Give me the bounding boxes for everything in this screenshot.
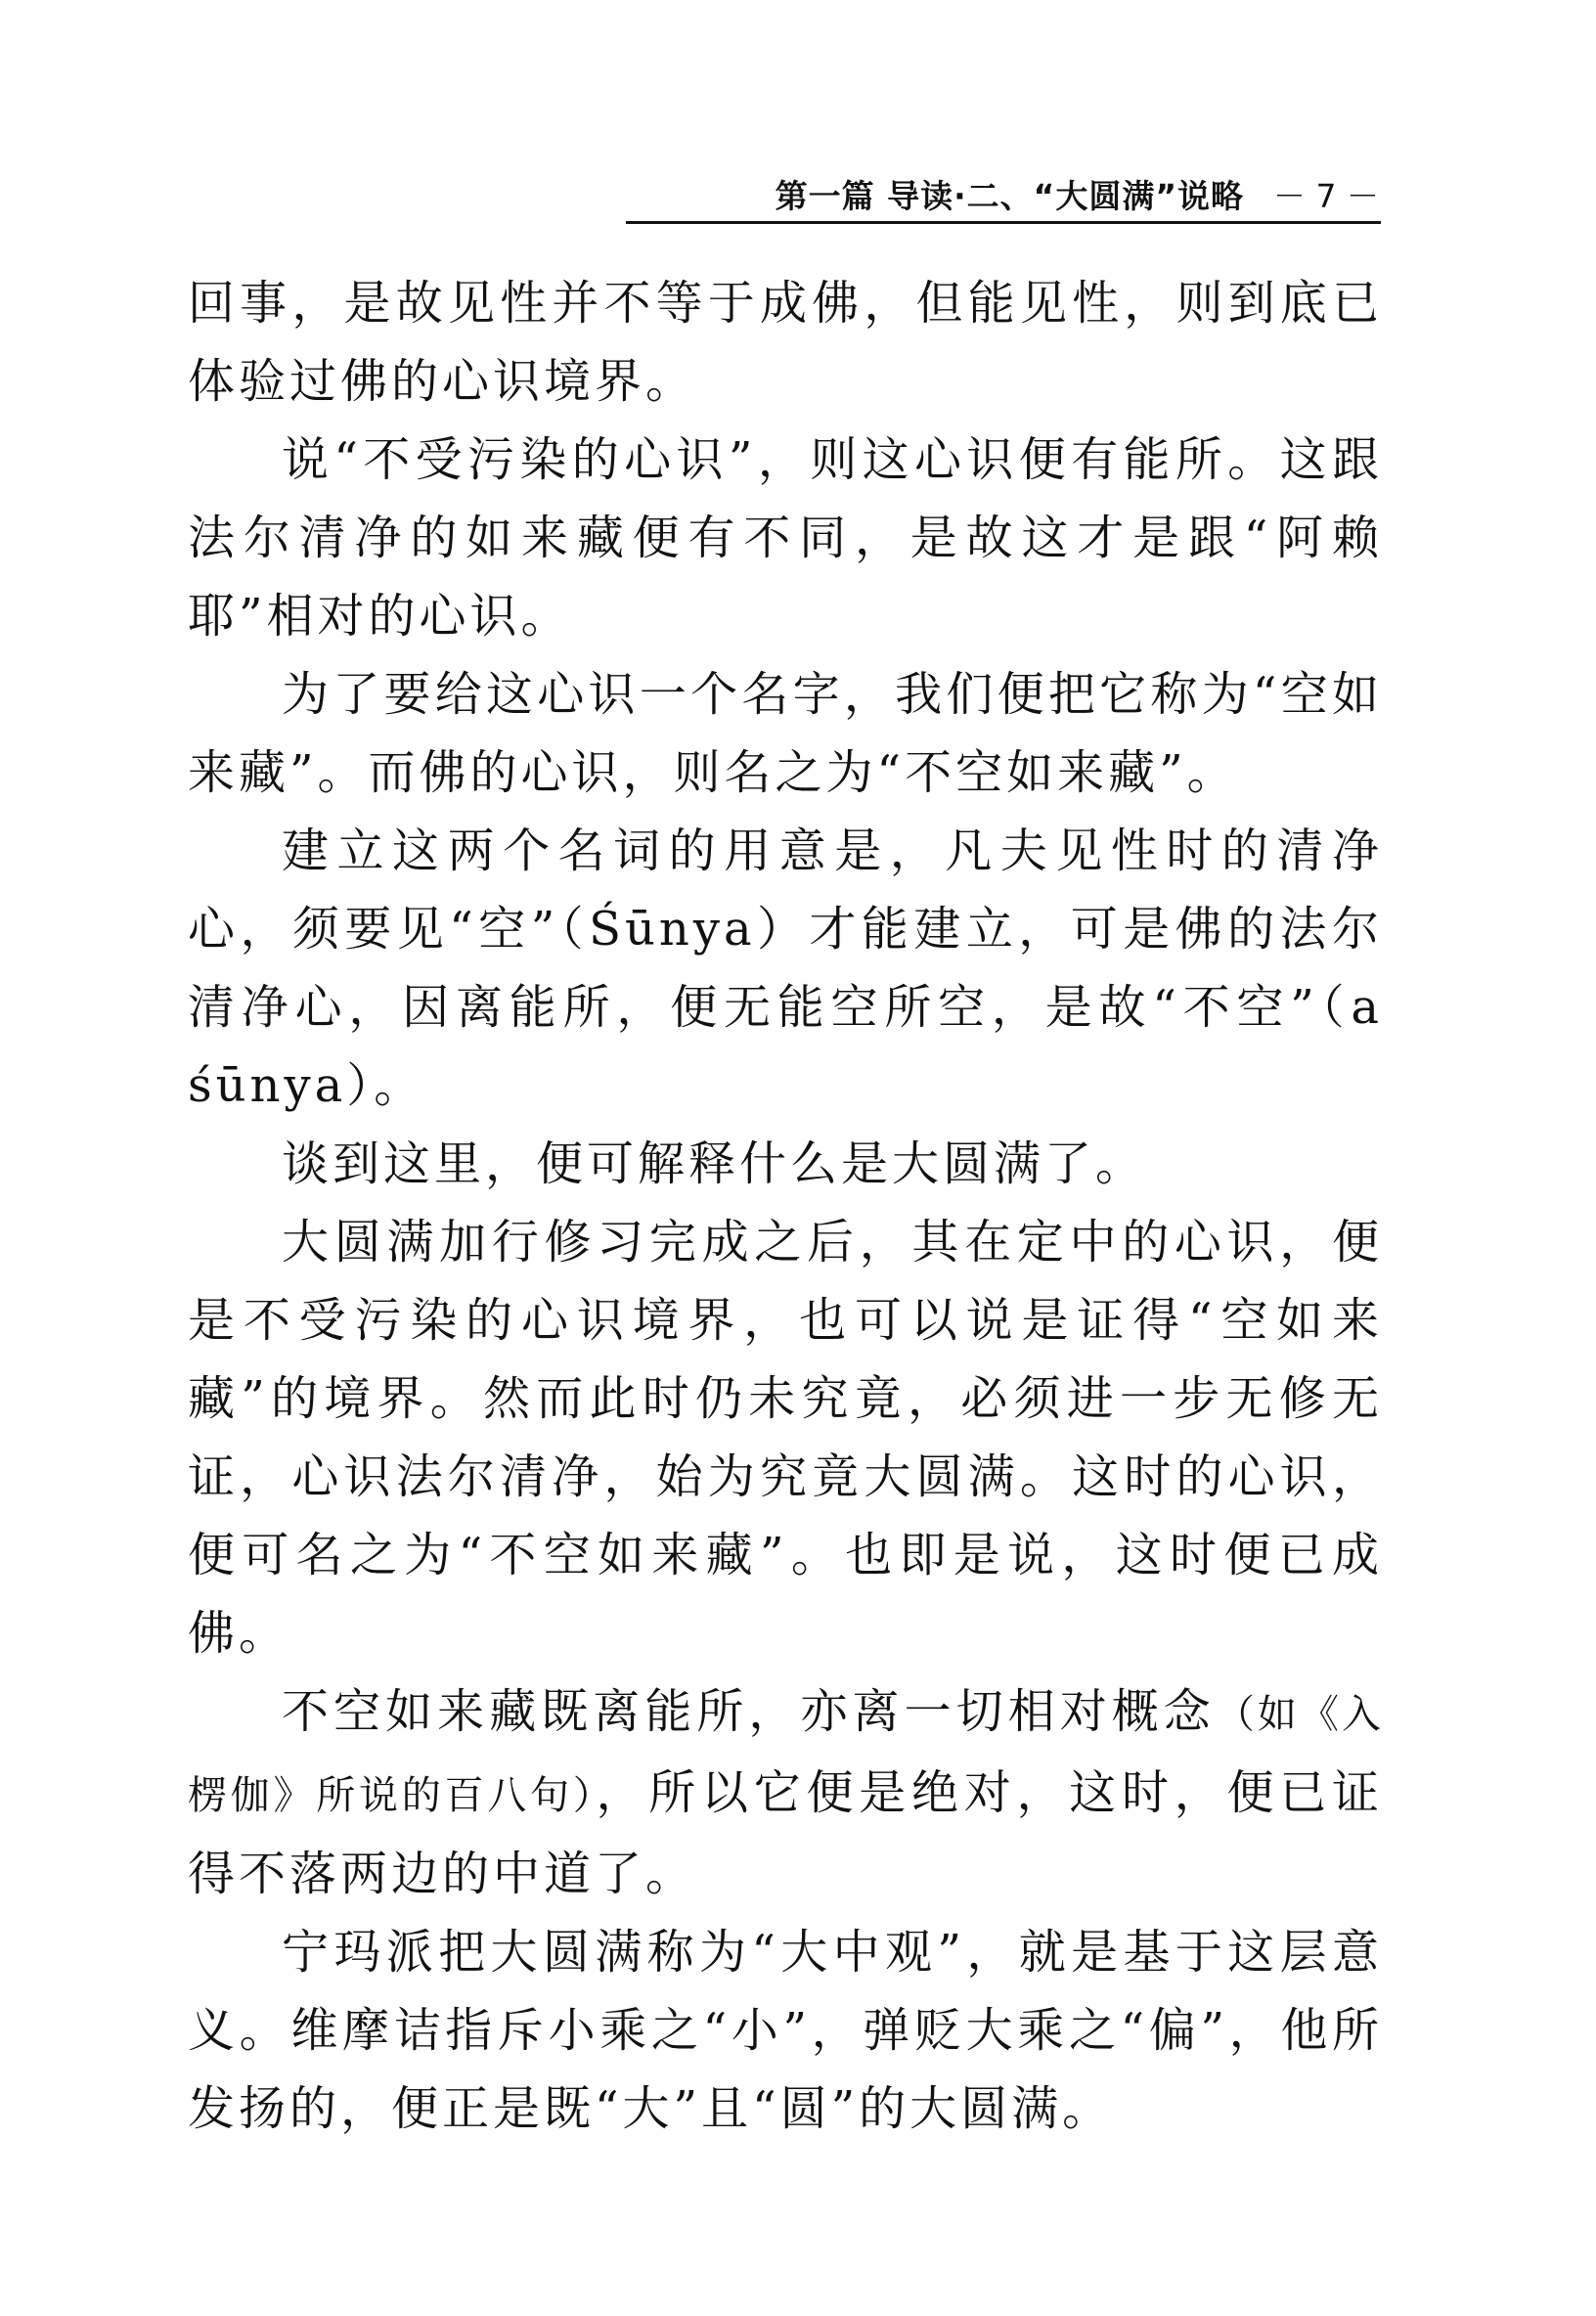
paragraph-8: 宁玛派把大圆满称为“大中观”，就是基于这层意义。维摩诘指斥小乘之“小”，弹贬大乘之“偏”，他所发扬的，便正是既“大”且“圆”的大圆满。 [188,1925,1383,2136]
chapter-title: 第一篇 导读·二、“大圆满”说略 [775,176,1245,215]
page-number: － 7 － [1273,176,1379,215]
paragraph-7-aside: （如《入楞伽》所说的百八句） [188,1692,1383,1818]
body-text [188,264,1383,2148]
paragraph-3: 为了要给这心识一个名字，我们便把它称为“空如来藏”。而佛的心识，则名之为“不空如来藏”。 [188,667,1383,800]
header-rule [626,221,1381,224]
paragraph-7-text-end: ，所以它便是绝对，这时，便已证得不落两边的中道了。 [188,1765,1383,1901]
paragraph-6: 大圆满加行修习完成之后，其在定中的心识，便是不受污染的心识境界，也可以说是证得“空如来藏”的境界。然而此时仍未究竟，必须进一步无修无证，心识法尔清净，始为究竟大圆满。这时的心识，便可名之为“不空如来藏”。也即是说，这时便已成佛。 [188,1215,1383,1661]
paragraph-4: 建立这两个名词的用意是，凡夫见性时的清净心，须要见“空”（Śūnya）才能建立，可是佛的法尔清净心，因离能所，便无能空所空，是故“不空”（a śūnya）。 [188,824,1383,1113]
paragraph-5: 谈到这里，便可解释什么是大圆满了。 [282,1136,1147,1191]
paragraph-2: 说“不受污染的心识”，则这心识便有能所。这跟法尔清净的如来藏便有不同，是故这才是跟“阿赖耶”相对的心识。 [188,432,1383,644]
running-header [626,168,1379,219]
paragraph-1: 回事，是故见性并不等于成佛，但能见性，则到底已体验过佛的心识境界。 [188,276,1383,409]
paragraph-7 [188,1672,1383,1913]
paragraph-7-text: 不空如来藏既离能所，亦离一切相对概念 [282,1684,1216,1739]
